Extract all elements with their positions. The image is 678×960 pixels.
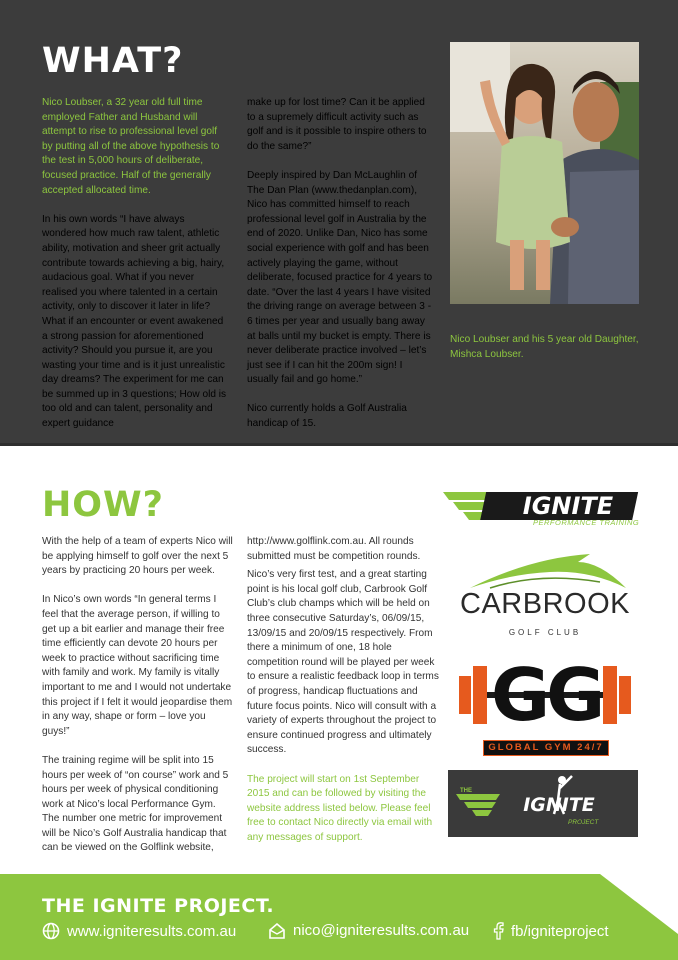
footer-title: THE IGNITE PROJECT. <box>42 895 275 917</box>
global-gym-name: GLOBAL GYM 24/7 <box>483 740 609 756</box>
how-paragraph-2: In Nico’s own words “In general terms I feel that the average person, if willing to get up a bit earlier and manage their free time efficiently can devote 20 hours per week to practice without sacrificing time with family and work. My family is vitally important to me and I would not undertake this project if I felt it would jeopardise them in any way, shape or form – love you guys!” <box>42 594 233 737</box>
what-intro: Nico Loubser, a 32 year old full time employed Father and Husband will attempt to rise to professional level golf by putting all of the above hypothesis to the test in 5,000 hours of deliberate, focused practice. Half of the generally accepted allocated time. <box>42 97 220 196</box>
what-quote-continued: make up for lost time? Can it be applied to a supremely difficult activity such as golf and is it possible to inspire others to do the same?” <box>247 97 427 152</box>
global-gym-letters: GG <box>491 653 602 737</box>
how-paragraph-5: Nico’s very first test, and a great starting point is his local golf club, Carbrook Golf Club’s club champs which will be held on three consecutive Saturday’s, 06/09/15, 13/09/15 and 20/09/15 respectively. From there a minimum of one, 18 hole competition round will be played per week to ensure a realistic feedback loop in terms of progress, handicap fluctuations and future focus points. Nico will consult with a variety of experts throughout the project to ensure continued progress and ultimately success. <box>247 569 439 756</box>
ignite-logo-text: IGNITE <box>522 492 614 520</box>
envelope-icon <box>268 923 286 939</box>
facebook-icon <box>492 922 504 940</box>
how-heading: HOW? <box>42 485 164 525</box>
carbrook-name: CARBROOK <box>460 588 630 620</box>
project-logo-name: IGNITE <box>523 794 595 816</box>
footer-banner <box>0 874 678 960</box>
what-column-left <box>42 96 230 446</box>
what-inspired: Deeply inspired by Dan McLaughlin of The Dan Plan (www.thedanplan.com), Nico has committed himself to reach professional level golf in Australia by the end of 2020. Unlike Dan, Nico has some social experience with golf and has been actively playing the game, without deliberate, focused practice for 4 years to date. “Over the last 4 years I have visited the driving range on average between 3 - 6 times per year and usually bang away at balls until my bucket is empty. There is never deliberate practice involved – let’s just see if I can hit the 200m sign! I usually fail and go home.” <box>247 169 433 386</box>
how-paragraph-6: The project will start on 1st September 2015 and can be followed by visiting the website address listed below. Please feel free to contact Nico directly via email with any messages of support. <box>247 773 433 843</box>
footer-website: www.igniteresults.com.au <box>67 922 237 940</box>
ignite-performance-logo <box>443 488 643 528</box>
how-paragraph-4: http://www.golflink.com.au. All rounds submitted must be competition rounds. <box>247 536 421 562</box>
what-quote: In his own words “I have always wondered how much raw talent, athletic ability, motivation and sheer grit actually contribute towards achieving a big, hairy, audacious goal. What if you never realised you where talented in a certain activity, only to discover it later in life? What if an encounter or event awakened a strong passion for aforementioned activity? Should you pursue it, are you wasting your time and is it just unrealistic day dreams? The experiment for me can be summed up in 3 questions; How old is too old and can talent, personality and expert guidance <box>42 213 227 430</box>
family-photo <box>450 42 639 304</box>
what-handicap: Nico currently holds a Golf Australia handicap of 15. <box>247 403 407 430</box>
how-paragraph-3: The training regime will be split into 15 hours per week of “on course” work and 5 hours per week of physical conditioning work at Nico’s local Performance Gym. The number one metric for improvement will be Nico’s Golf Australia handicap that can be viewed on the Golflink website, <box>42 754 229 854</box>
footer-email: nico@igniteresults.com.au <box>293 922 470 939</box>
how-column-middle <box>247 535 439 860</box>
what-heading: WHAT? <box>42 41 184 81</box>
globe-icon <box>42 922 60 940</box>
footer-facebook: fb/igniteproject <box>511 922 609 940</box>
ignite-tagline: PERFORMANCE TRAINING <box>533 518 640 527</box>
global-gym-logo <box>455 650 635 760</box>
what-column-middle <box>247 96 435 446</box>
carbrook-sub: GOLF CLUB <box>508 628 582 637</box>
photo-caption: Nico Loubser and his 5 year old Daughter, Mishca Loubser. <box>450 334 639 360</box>
how-paragraph-1: With the help of a team of experts Nico will be applying himself to golf over the next 5 years by practicing 20 hours per week. <box>42 536 233 577</box>
footer-website-link[interactable] <box>42 922 236 940</box>
project-logo-sub: PROJECT <box>568 819 599 826</box>
carbrook-golf-club-logo <box>450 548 640 643</box>
footer-facebook-link[interactable] <box>492 922 609 940</box>
project-logo-the: THE <box>460 788 472 794</box>
ignite-project-logo <box>448 770 638 837</box>
how-column-left <box>42 535 234 871</box>
footer-email-link[interactable] <box>268 922 469 939</box>
